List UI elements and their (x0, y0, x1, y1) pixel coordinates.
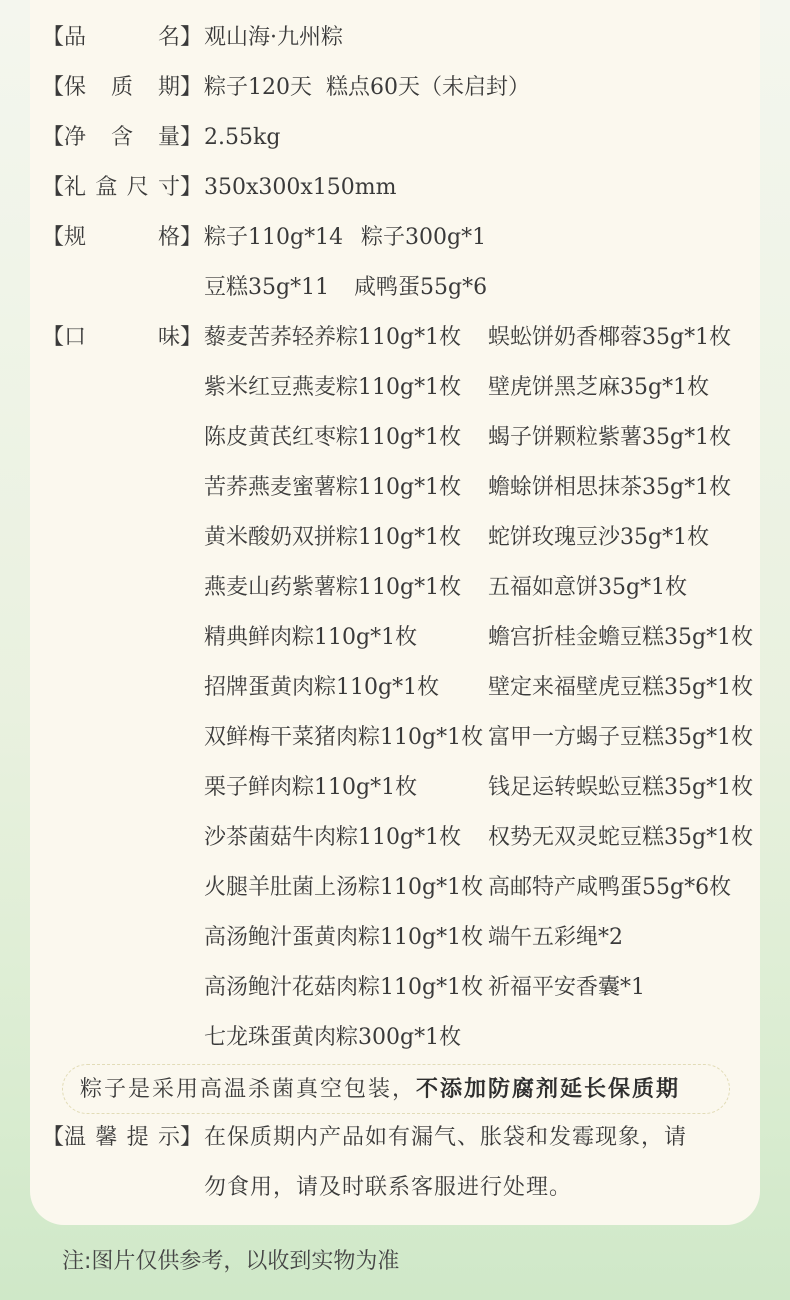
spec-value-shelf-life: 粽子120天 糕点60天（未启封） (204, 75, 530, 100)
label-char: 含 (110, 125, 133, 150)
spec-value-spec-d: 咸鸭蛋55g*6 (354, 275, 488, 300)
flavor-pastry: 蟾宫折桂金蟾豆糕35g*1枚 (488, 625, 754, 650)
bracket-close: 】 (180, 1125, 203, 1150)
flavor-pastry: 富甲一方蝎子豆糕35g*1枚 (488, 725, 754, 750)
bracket-close: 】 (180, 225, 203, 250)
notice-text: 粽子是采用高温杀菌真空包装， (80, 1077, 417, 1102)
bracket-open: 【 (42, 125, 65, 150)
label-char: 量 (157, 125, 180, 150)
flavor-zongzi: 高汤鲍汁花菇肉粽110g*1枚 (204, 975, 484, 1000)
flavor-zongzi: 苦荞燕麦蜜薯粽110g*1枚 (204, 475, 462, 500)
label-char: 口 (64, 325, 87, 350)
label-char: 提 (126, 1125, 149, 1150)
flavor-pastry: 蟾蜍饼相思抹茶35g*1枚 (488, 475, 732, 500)
label-char: 格 (157, 225, 180, 250)
bracket-open: 【 (42, 1125, 65, 1150)
flavor-zongzi: 双鲜梅干菜猪肉粽110g*1枚 (204, 725, 484, 750)
flavor-pastry: 蜈蚣饼奶香椰蓉35g*1枚 (488, 325, 732, 350)
flavor-zongzi: 栗子鲜肉粽110g*1枚 (204, 775, 418, 800)
tip-text-line1: 在保质期内产品如有漏气、胀袋和发霉现象，请 (204, 1125, 688, 1150)
bracket-close: 】 (180, 75, 203, 100)
flavor-zongzi: 紫米红豆燕麦粽110g*1枚 (204, 375, 462, 400)
bracket-open: 【 (42, 225, 65, 250)
bracket-open: 【 (42, 75, 65, 100)
flavor-pastry: 壁定来福壁虎豆糕35g*1枚 (488, 675, 754, 700)
bracket-open: 【 (42, 25, 65, 50)
spec-value-name: 观山海·九州粽 (204, 25, 343, 50)
label-char: 尺 (126, 175, 149, 200)
flavor-zongzi: 精典鲜肉粽110g*1枚 (204, 625, 418, 650)
spec-value-net-weight: 2.55kg (204, 125, 281, 150)
flavor-pastry: 祈福平安香囊*1 (488, 975, 645, 1000)
label-char: 品 (64, 25, 87, 50)
tip-text-line2: 勿食用，请及时联系客服进行处理。 (204, 1175, 573, 1200)
spec-value-spec-a: 粽子110g*14 (204, 225, 344, 250)
flavor-zongzi: 黄米酸奶双拼粽110g*1枚 (204, 525, 462, 550)
spec-value-spec-c: 豆糕35g*11 (204, 275, 330, 300)
bracket-close: 】 (180, 25, 203, 50)
bracket-close: 】 (180, 325, 203, 350)
flavor-pastry: 壁虎饼黑芝麻35g*1枚 (488, 375, 710, 400)
flavor-zongzi: 燕麦山药紫薯粽110g*1枚 (204, 575, 462, 600)
label-char: 质 (110, 75, 133, 100)
flavor-zongzi: 七龙珠蛋黄肉粽300g*1枚 (204, 1025, 462, 1050)
footnote: 注:图片仅供参考，以收到实物为准 (62, 1249, 400, 1274)
label-char: 礼 (64, 175, 87, 200)
flavor-zongzi: 招牌蛋黄肉粽110g*1枚 (204, 675, 440, 700)
bracket-close: 】 (180, 125, 203, 150)
label-char: 示 (157, 1125, 180, 1150)
flavor-pastry: 权势无双灵蛇豆糕35g*1枚 (488, 825, 754, 850)
label-char: 保 (64, 75, 87, 100)
label-char: 寸 (157, 175, 180, 200)
flavor-pastry: 高邮特产咸鸭蛋55g*6枚 (488, 875, 732, 900)
spec-value-spec-b: 粽子300g*1 (361, 225, 487, 250)
flavor-zongzi: 高汤鲍汁蛋黄肉粽110g*1枚 (204, 925, 484, 950)
bracket-open: 【 (42, 325, 65, 350)
bracket-open: 【 (42, 175, 65, 200)
spec-value-box-size: 350x300x150mm (204, 175, 397, 200)
flavor-pastry: 蝎子饼颗粒紫薯35g*1枚 (488, 425, 732, 450)
label-char: 期 (157, 75, 180, 100)
label-char: 温 (64, 1125, 87, 1150)
flavor-zongzi: 藜麦苦荞轻养粽110g*1枚 (204, 325, 462, 350)
flavor-zongzi: 沙茶菌菇牛肉粽110g*1枚 (204, 825, 462, 850)
flavor-zongzi: 火腿羊肚菌上汤粽110g*1枚 (204, 875, 484, 900)
preservation-notice (62, 1064, 730, 1114)
bracket-close: 】 (180, 175, 203, 200)
label-char: 净 (64, 125, 87, 150)
label-char: 名 (157, 25, 180, 50)
label-char: 盒 (95, 175, 118, 200)
flavor-zongzi: 陈皮黄芪红枣粽110g*1枚 (204, 425, 462, 450)
label-char: 味 (157, 325, 180, 350)
notice-bold-text: 不添加防腐剂延长保质期 (416, 1076, 681, 1102)
flavor-pastry: 端午五彩绳*2 (488, 925, 623, 950)
flavor-pastry: 蛇饼玫瑰豆沙35g*1枚 (488, 525, 710, 550)
flavor-pastry: 五福如意饼35g*1枚 (488, 575, 688, 600)
flavor-pastry: 钱足运转蜈蚣豆糕35g*1枚 (488, 775, 754, 800)
label-char: 规 (64, 225, 87, 250)
label-char: 馨 (95, 1125, 118, 1150)
